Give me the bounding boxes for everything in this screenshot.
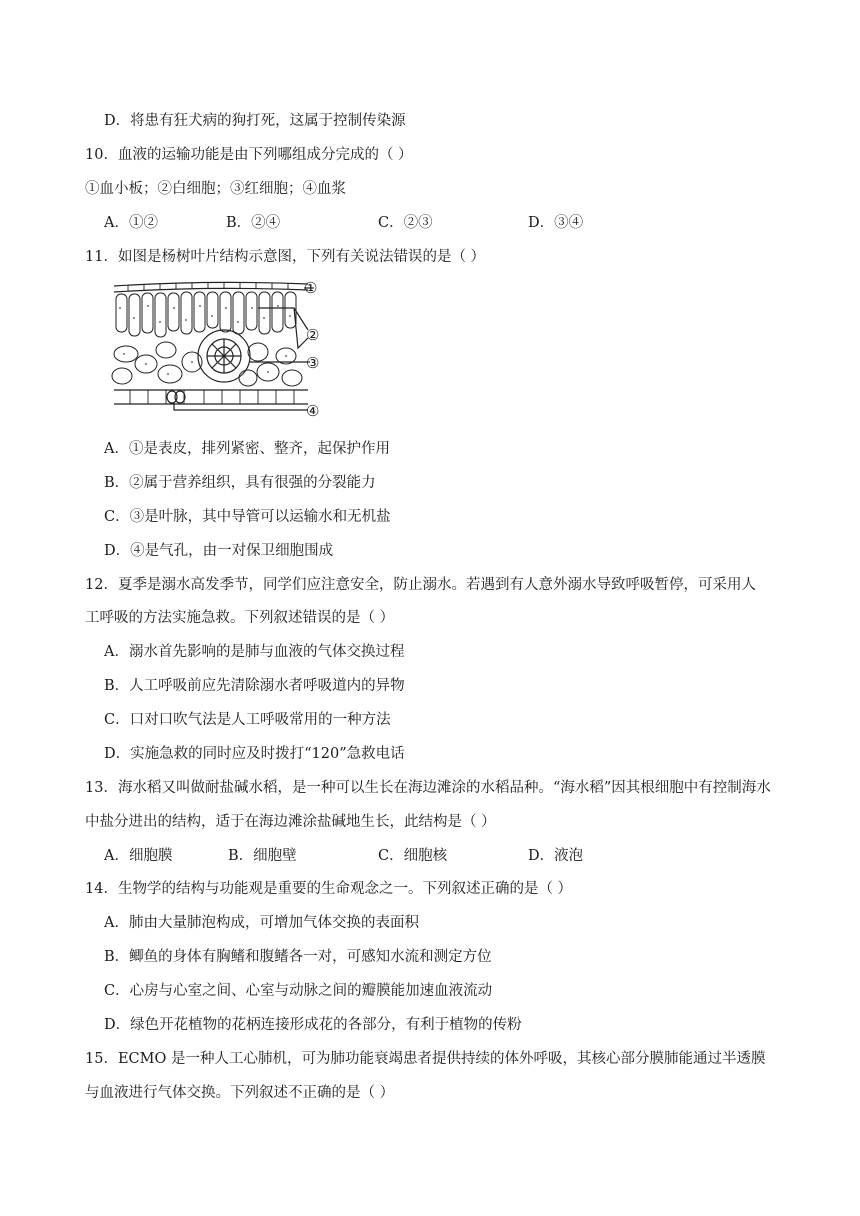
q15-stem-line1: 15．ECMO 是一种人工心肺机，可为肺功能衰竭患者提供持续的体外呼吸，其核心部分膜肺能通过半透膜 xyxy=(85,1051,766,1067)
q14-stem: 14．生物学的结构与功能观是重要的生命观念之一。下列叙述正确的是（ ） xyxy=(85,881,573,897)
q11-option-d: D．④是气孔，由一对保卫细胞围成 xyxy=(104,543,334,559)
q13-option-c: C．细胞核 xyxy=(378,848,448,864)
q14-option-c: C．心房与心室之间、心室与动脉之间的瓣膜能加速血液流动 xyxy=(104,983,493,999)
q12-option-d: D．实施急救的同时应及时拨打“120”急救电话 xyxy=(104,746,405,762)
leaf-diagram xyxy=(108,278,332,426)
q14-option-b: B．鲫鱼的身体有胸鳍和腹鳍各一对，可感知水流和测定方位 xyxy=(104,949,492,965)
q14-option-d: D．绿色开花植物的花柄连接形成花的各部分，有利于植物的传粉 xyxy=(104,1017,522,1033)
q12-stem-line2: 工呼吸的方法实施急救。下列叙述错误的是（ ） xyxy=(85,610,395,626)
leaf-cross-section-figure xyxy=(108,278,332,426)
q11-option-b: B．②属于营养组织，具有很强的分裂能力 xyxy=(104,475,376,491)
q15-stem-line2: 与血液进行气体交换。下列叙述不正确的是（ ） xyxy=(85,1085,395,1101)
q13-option-a: A．细胞膜 xyxy=(104,848,173,864)
q10-option-c: C．②③ xyxy=(378,215,433,231)
q12-option-a: A．溺水首先影响的是肺与血液的气体交换过程 xyxy=(104,644,405,660)
q13-option-d: D．液泡 xyxy=(528,848,584,864)
q13-stem-line1: 13．海水稻又叫做耐盐碱水稻，是一种可以生长在海边滩涂的水稻品种。“海水稻”因其根细胞中有控制海水 xyxy=(85,780,771,796)
q10-option-b: B．②④ xyxy=(226,215,281,231)
q11-option-c: C．③是叶脉，其中导管可以运输水和无机盐 xyxy=(104,509,391,525)
q11-option-a: A．①是表皮，排列紧密、整齐，起保护作用 xyxy=(104,441,390,457)
figure-label-1: ① xyxy=(304,279,318,297)
q10-stem: 10．血液的运输功能是由下列哪组成分完成的（ ） xyxy=(85,147,413,163)
figure-label-4: ④ xyxy=(306,402,320,420)
figure-label-3: ③ xyxy=(306,354,320,372)
q9-option-d: D．将患有狂犬病的狗打死，这属于控制传染源 xyxy=(104,113,406,129)
q10-option-d: D．③④ xyxy=(528,215,584,231)
q13-stem-line2: 中盐分进出的结构，适于在海边滩涂盐碱地生长，此结构是（ ） xyxy=(85,814,496,830)
q10-items: ①血小板；②白细胞；③红细胞；④血浆 xyxy=(85,181,346,197)
q10-option-a: A．①② xyxy=(104,215,158,231)
q12-option-c: C．口对口吹气法是人工呼吸常用的一种方法 xyxy=(104,712,391,728)
q12-option-b: B．人工呼吸前应先清除溺水者呼吸道内的异物 xyxy=(104,678,405,694)
q12-stem-line1: 12．夏季是溺水高发季节，同学们应注意安全，防止溺水。若遇到有人意外溺水导致呼吸暂停，可采用人 xyxy=(85,577,756,593)
q11-stem: 11．如图是杨树叶片结构示意图，下列有关说法错误的是（ ） xyxy=(85,249,486,265)
q13-option-b: B．细胞壁 xyxy=(228,848,297,864)
figure-label-2: ② xyxy=(306,326,320,344)
q14-option-a: A．肺由大量肺泡构成，可增加气体交换的表面积 xyxy=(104,915,419,931)
